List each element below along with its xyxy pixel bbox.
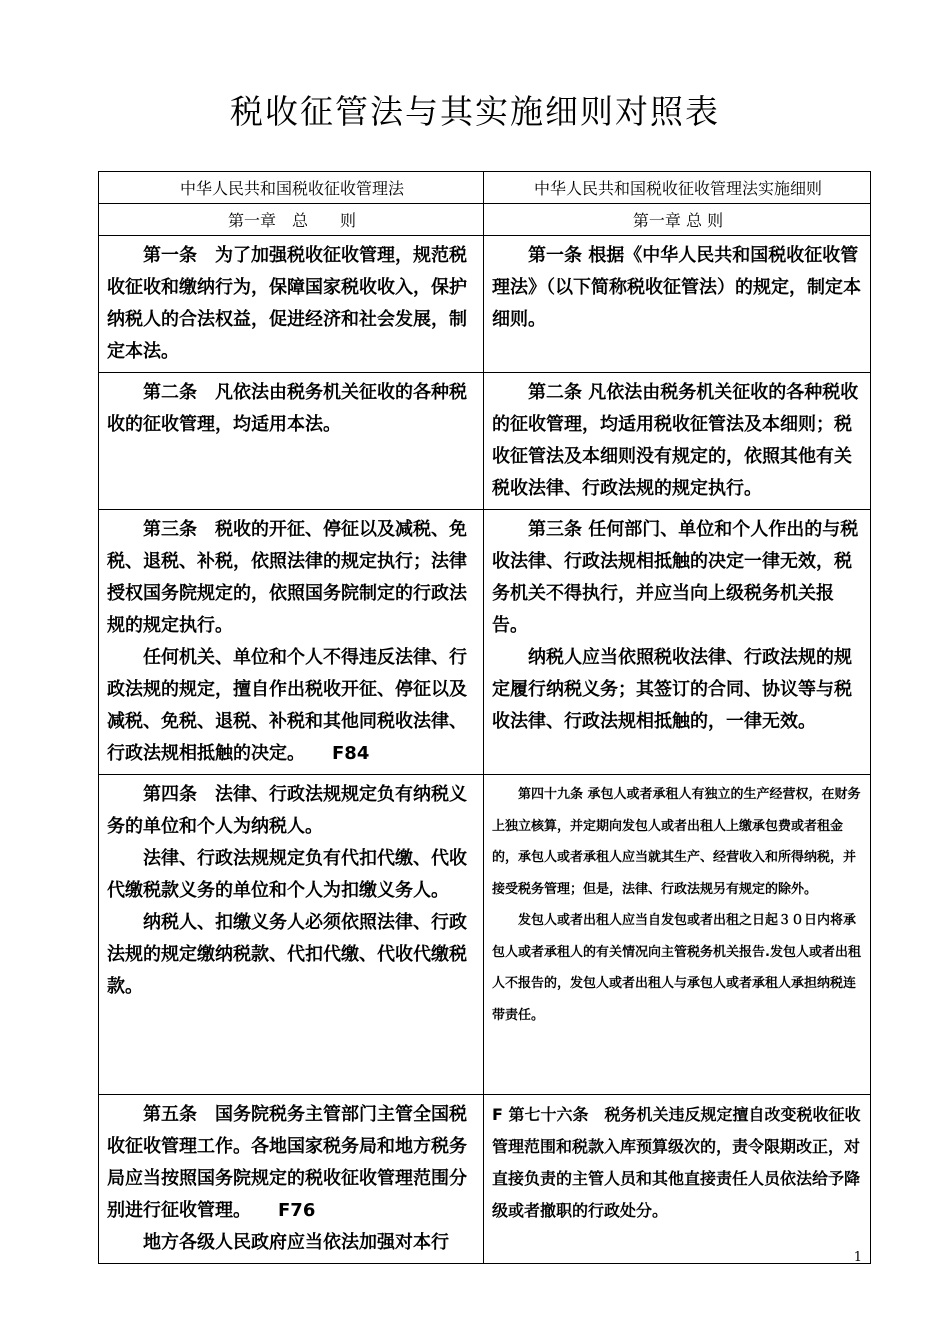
law-article-cell bbox=[99, 1095, 484, 1264]
law-article-cell bbox=[99, 510, 484, 775]
chapter-rules: 第一章 总 则 bbox=[484, 204, 871, 236]
table-row bbox=[99, 510, 871, 775]
comparison-table bbox=[98, 171, 871, 1264]
page-number: 1 bbox=[853, 1250, 862, 1265]
rules-paragraph: 第二条 凡依法由税务机关征收的各种税收的征收管理，均适用税收征管法及本细则；税收征管法及本细则没有规定的，依照其他有关税收法律、行政法规的规定执行。 bbox=[492, 382, 859, 499]
page-title: 税收征管法与其实施细则对照表 bbox=[230, 92, 720, 131]
rules-paragraph: 第四十九条 承包人或者承租人有独立的生产经营权，在财务上独立核算，并定期向发包人或者出租人上缴承包费或者租金的，承包人或者承租人应当就其生产、经营收入和所得纳税，并接受税务管理；但是，法律、行政法规另有规定的除外。 bbox=[492, 787, 861, 897]
rules-article-cell bbox=[484, 373, 871, 510]
rules-paragraph: 第三条 任何部门、单位和个人作出的与税收法律、行政法规相抵触的决定一律无效，税务机关不得执行，并应当向上级税务机关报告。 bbox=[492, 519, 859, 636]
chapter-row bbox=[99, 204, 871, 236]
law-paragraph: 纳税人、扣缴义务人必须依照法律、行政法规的规定缴纳税款、代扣代缴、代收代缴税款。 bbox=[107, 912, 467, 997]
law-paragraph: 第一条 为了加强税收征收管理，规范税收征收和缴纳行为，保障国家税收收入，保护纳税人的合法权益，促进经济和社会发展，制定本法。 bbox=[107, 245, 467, 362]
table-row bbox=[99, 1095, 871, 1264]
rules-article-cell bbox=[484, 236, 871, 373]
law-paragraph: 第三条 税收的开征、停征以及减税、免税、退税、补税，依照法律的规定执行；法律授权国务院规定的，依照国务院制定的行政法规的规定执行。 bbox=[107, 519, 467, 636]
rules-article-cell bbox=[484, 510, 871, 775]
law-article-cell bbox=[99, 236, 484, 373]
rules-article-cell bbox=[484, 1095, 871, 1264]
header-law: 中华人民共和国税收征收管理法 bbox=[99, 172, 484, 204]
rules-paragraph: 第一条 根据《中华人民共和国税收征收管理法》（以下简称税收征管法）的规定，制定本细则。 bbox=[492, 245, 861, 330]
law-article-cell bbox=[99, 775, 484, 1095]
law-paragraph: 第二条 凡依法由税务机关征收的各种税收的征收管理，均适用本法。 bbox=[107, 382, 467, 435]
law-paragraph: 法律、行政法规规定负有代扣代缴、代收代缴税款义务的单位和个人为扣缴义务人。 bbox=[107, 848, 467, 901]
table-row bbox=[99, 373, 871, 510]
table-row bbox=[99, 775, 871, 1095]
header-rules: 中华人民共和国税收征收管理法实施细则 bbox=[484, 172, 871, 204]
law-article-cell bbox=[99, 373, 484, 510]
rules-article-cell bbox=[484, 775, 871, 1095]
rules-paragraph: 发包人或者出租人应当自发包或者出租之日起３０日内将承包人或者承租人的有关情况向主管税务机关报告.发包人或者出租人不报告的，发包人或者出租人与承包人或者承租人承担纳税连带责任。 bbox=[492, 913, 861, 1023]
law-paragraph: 第五条 国务院税务主管部门主管全国税收征收管理工作。各地国家税务局和地方税务局应当按照国务院规定的税收征收管理范围分别进行征收管理。 F76 bbox=[107, 1104, 467, 1221]
table-row bbox=[99, 236, 871, 373]
chapter-law: 第一章 总 则 bbox=[99, 204, 484, 236]
law-paragraph: 第四条 法律、行政法规规定负有纳税义务的单位和个人为纳税人。 bbox=[107, 784, 467, 837]
header-row bbox=[99, 172, 871, 204]
rules-paragraph: F 第七十六条 税务机关违反规定擅自改变税收征收管理范围和税款入库预算级次的，责令限期改正，对直接负责的主管人员和其他直接责任人员依法给予降级或者撤职的行政处分。 bbox=[492, 1105, 861, 1220]
rules-paragraph: 纳税人应当依照税收法律、行政法规的规定履行纳税义务；其签订的合同、协议等与税收法律、行政法规相抵触的，一律无效。 bbox=[492, 647, 852, 732]
law-paragraph: 地方各级人民政府应当依法加强对本行 bbox=[143, 1232, 449, 1253]
law-paragraph: 任何机关、单位和个人不得违反法律、行政法规的规定，擅自作出税收开征、停征以及减税、免税、退税、补税和其他同税收法律、行政法规相抵触的决定。 F84 bbox=[107, 647, 467, 764]
